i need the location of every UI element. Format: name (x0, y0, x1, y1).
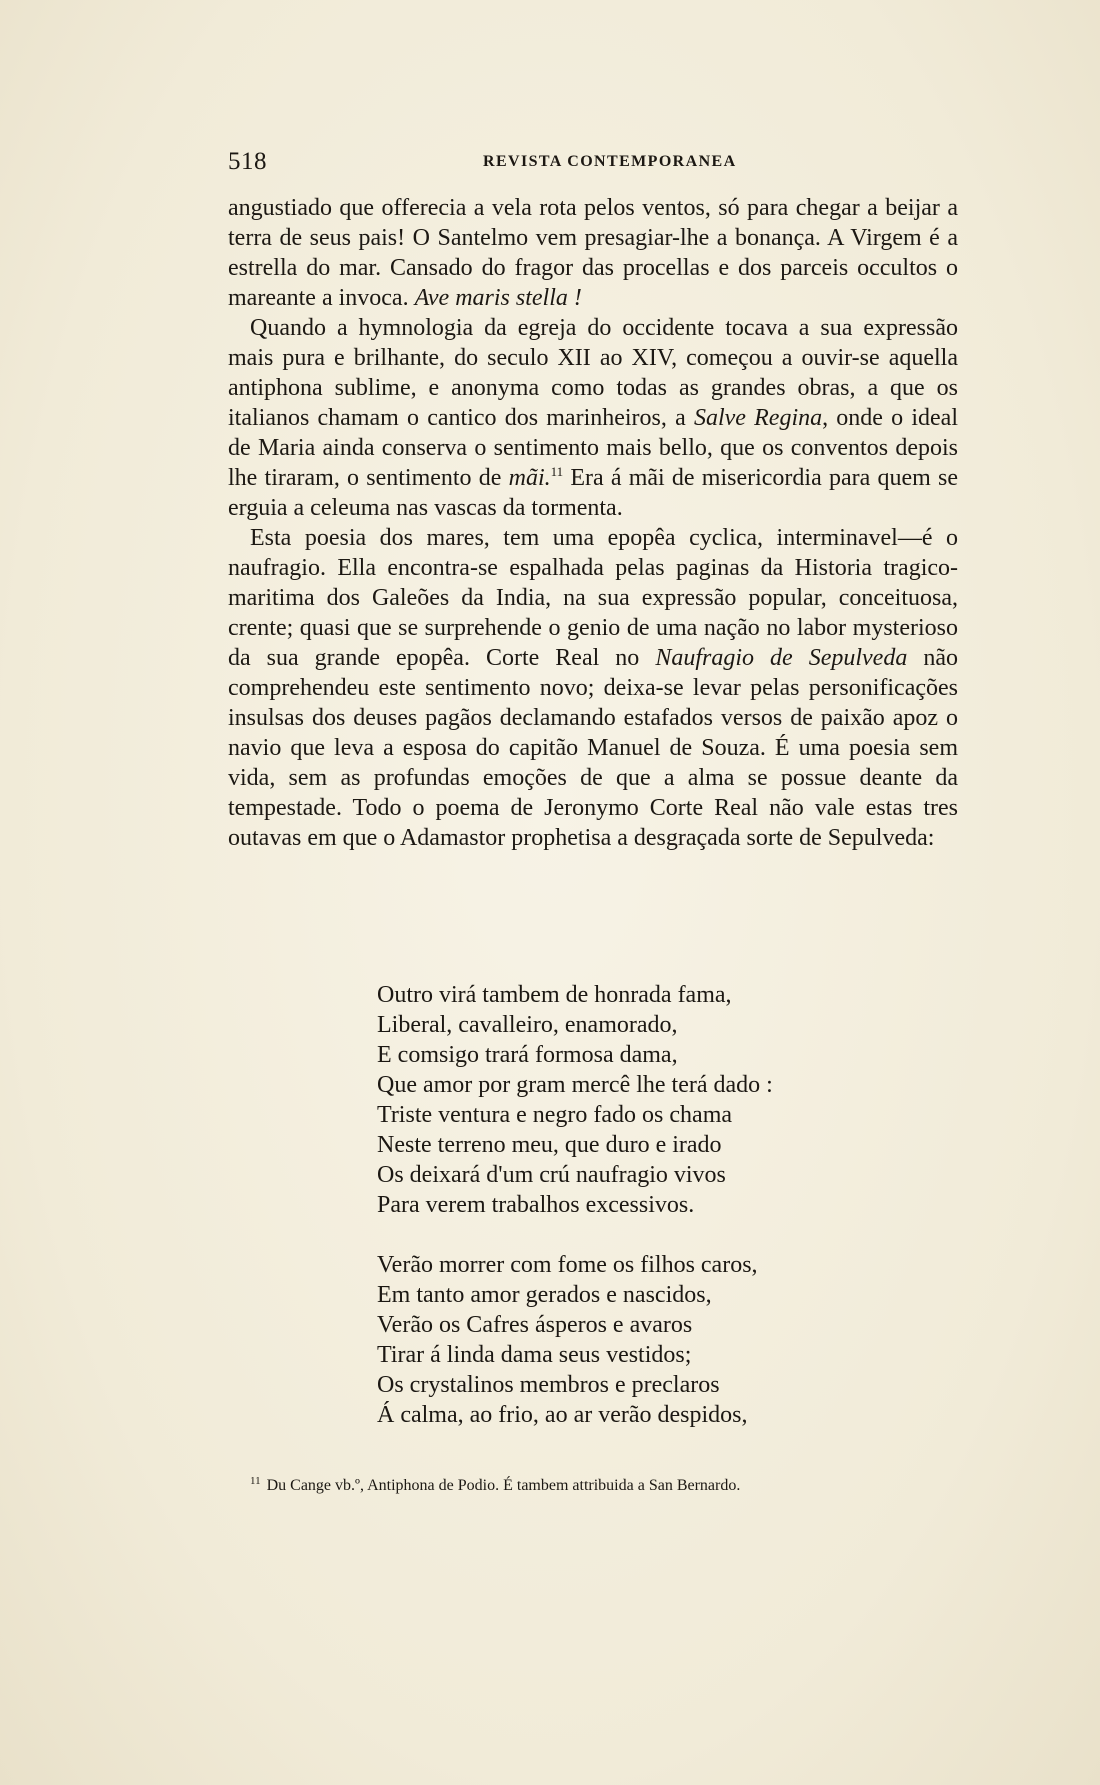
page-header (228, 148, 958, 178)
verse-line: Neste terreno meu, que duro e irado (377, 1132, 722, 1158)
verse-line: Em tanto amor gerados e nascidos, (377, 1282, 712, 1308)
page-number: 518 (228, 148, 267, 175)
verse-line: Os crystalinos membros e preclaros (377, 1372, 720, 1398)
verse-line: Verão morrer com fome os filhos caros, (377, 1252, 758, 1278)
running-title: REVISTA CONTEMPORANEA (483, 153, 737, 170)
body-text (228, 193, 958, 853)
verse-stanza-1 (377, 980, 897, 1220)
title-naufragio-de-sepulveda: Naufragio de Sepulveda (655, 645, 908, 671)
emphasis-mai: mãi. (508, 465, 551, 491)
verse-line: Verão os Cafres ásperos e avaros (377, 1312, 693, 1338)
title-salve-regina: Salve Regina (693, 405, 823, 431)
paragraph-3-text-end: não comprehendeu este sentimento novo; deixa-se levar pelas personificações insulsas dos deuses pagãos declamando estafados versos de paixão apoz o navio que leva a esposa do capitão Manuel de Souza. É uma poesia sem vida, sem as profundas emoções de que a alma se possue deante da tempestade. Todo o poema de Jeronymo Corte Real não vale estas tres outavas em que o Adamastor prophetisa a desgraçada sorte de Sepulveda: (228, 645, 958, 851)
verse-line: Tirar á linda dama seus vestidos; (377, 1342, 692, 1368)
footnote-marker: 11 (250, 1474, 261, 1487)
paragraph-3-text-start: Esta poesia dos mares, tem uma epopêa cyclica, interminavel—é o naufragio. Ella encontra-se espalhada pelas paginas da Historia tragico-maritima dos Galeões da India, na sua expressão popular, conceituosa, crente; quasi que se surprehende o genio de uma nação no labor mysterioso da sua grande epopêa. Corte Real no (228, 525, 958, 671)
verse-line: Para verem trabalhos excessivos. (377, 1192, 695, 1218)
footnote (250, 1475, 950, 1497)
paragraph-2 (228, 313, 958, 523)
paragraph-2-text-middle: , onde o ideal de Maria ainda conserva o sentimento mais bello, que os conventos depois lhe tiraram, o sentimento de (228, 405, 959, 491)
verse-line: Que amor por gram mercê lhe terá dado : (377, 1072, 773, 1098)
paragraph-1 (228, 193, 958, 313)
paragraph-1-text: angustiado que offerecia a vela rota pelos ventos, só para chegar a beijar a terra de seus pais! O Santelmo vem presagiar-lhe a bonança. A Virgem é a estrella do mar. Cansado do fragor das procellas e dos parceis occultos o mareante a invoca. (228, 195, 958, 311)
paragraph-2-text-end: Era á mãi de misericordia para quem se erguia a celeuma nas vascas da tormenta. (228, 465, 958, 521)
verse-stanza-2 (377, 1250, 897, 1430)
paragraph-2-text-start: Quando a hymnologia da egreja do occidente tocava a sua expressão mais pura e brilhante, do seculo XII ao XIV, começou a ouvir-se aquella antiphona sublime, e anonyma como todas as grandes obras, a que os italianos chamam o cantico dos marinheiros, a (228, 315, 958, 431)
verse-line: Outro virá tambem de honrada fama, (377, 982, 732, 1008)
footnote-reference: 11 (550, 464, 564, 479)
verse-line: Liberal, cavalleiro, enamorado, (377, 1012, 678, 1038)
latin-phrase-ave-maris-stella: Ave maris stella ! (414, 285, 582, 311)
verse-line: Os deixará d'um crú naufragio vivos (377, 1162, 726, 1188)
footnote-text: Du Cange vb.º, Antiphona de Podio. É tambem attribuida a San Bernardo. (266, 1477, 741, 1494)
verse-line: E comsigo trará formosa dama, (377, 1042, 678, 1068)
verse-line: Triste ventura e negro fado os chama (377, 1102, 733, 1128)
verse-line: Á calma, ao frio, ao ar verão despidos, (377, 1402, 748, 1428)
paragraph-3 (228, 523, 958, 853)
